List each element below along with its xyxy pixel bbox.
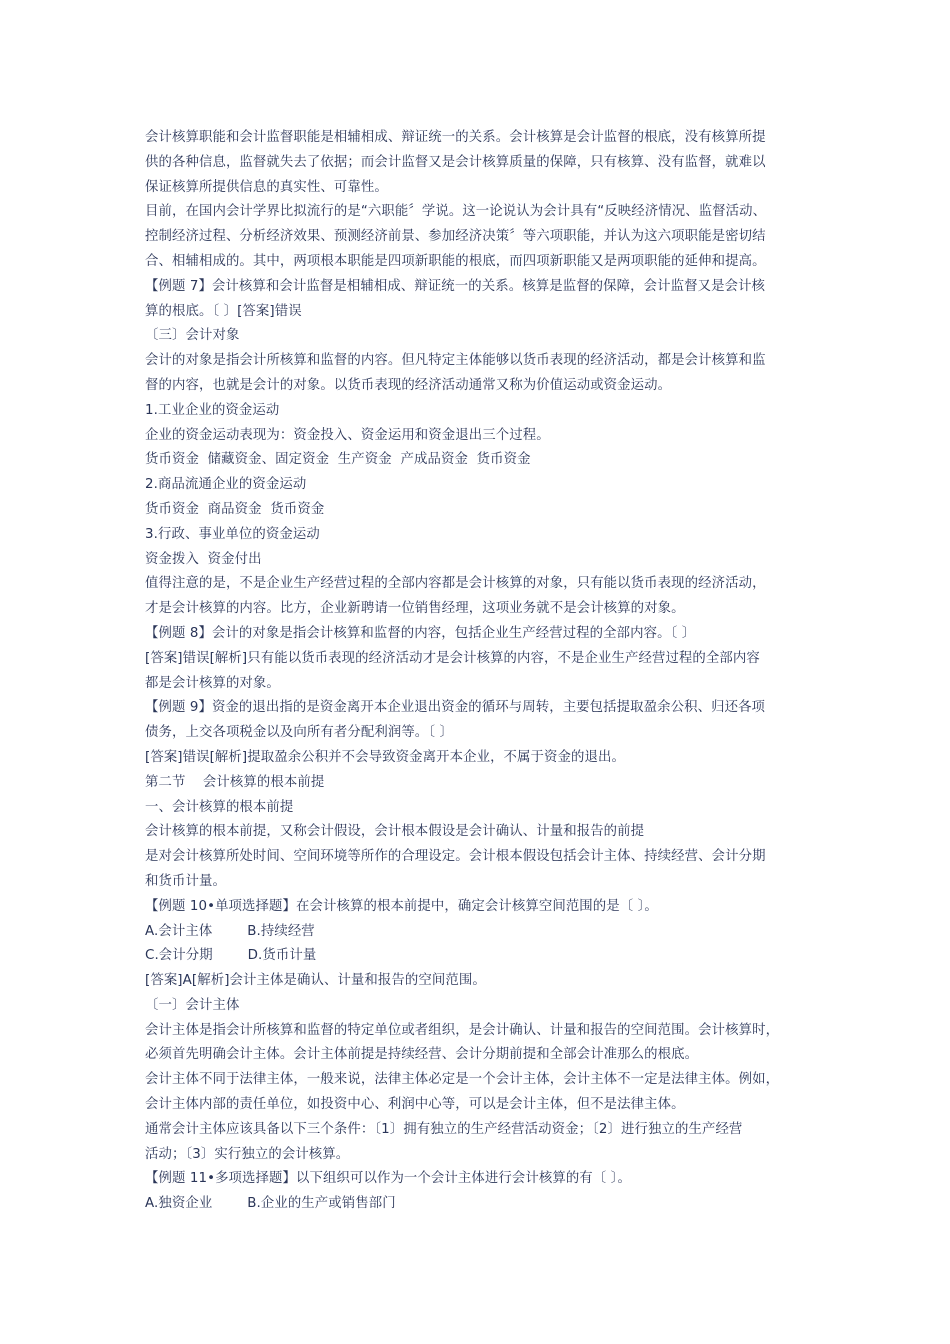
text-line: 3.行政、事业单位的资金运动 bbox=[145, 526, 320, 542]
text-line: A.独资企业 B.企业的生产或销售部门 bbox=[145, 1196, 396, 1212]
text-line: 2.商品流通企业的资金运动 bbox=[145, 477, 307, 493]
text-line: 资金拨入 资金付出 bbox=[145, 551, 262, 567]
text-line: 控制经济过程、分析经济效果、预测经济前景、参加经济决策〞等六项职能，并认为这六项职能是密切结 bbox=[145, 229, 766, 245]
text-line: 【例题 10•单项选择题】在会计核算的根本前提中，确定会计核算空间范围的是〔 〕。 bbox=[145, 898, 658, 914]
text-line: 【例题 7】会计核算和会计监督是相辅相成、辩证统一的关系。核算是监督的保障，会计监督又是会计核 bbox=[145, 278, 766, 294]
text-line: 会计主体是指会计所核算和监督的特定单位或者组织，是会计确认、计量和报告的空间范围。会计核算时， bbox=[145, 1022, 780, 1038]
text-line: 合、相辅相成的。其中，两项根本职能是四项新职能的根底，而四项新职能又是两项职能的延伸和提高。 bbox=[145, 253, 766, 269]
text-line: 都是会计核算的对象。 bbox=[145, 675, 280, 691]
text-line: 【例题 9】资金的退出指的是资金离开本企业退出资金的循环与周转，主要包括提取盈余公积、归还各项 bbox=[145, 700, 766, 716]
text-line: 会计的对象是指会计所核算和监督的内容。但凡特定主体能够以货币表现的经济活动，都是会计核算和监 bbox=[145, 353, 766, 369]
text-line: 目前，在国内会计学界比拟流行的是“六职能〞学说。这一论说认为会计具有“反映经济情况、监督活动、 bbox=[145, 204, 767, 220]
text-line: 和货币计量。 bbox=[145, 873, 226, 889]
text-line: 〔三〕会计对象 bbox=[145, 328, 240, 344]
text-line: 货币资金 储藏资金、固定资金 生产资金 产成品资金 货币资金 bbox=[145, 452, 531, 468]
text-line: C.会计分期 D.货币计量 bbox=[145, 948, 317, 964]
text-line: 债务，上交各项税金以及向所有者分配利润等。〔 〕 bbox=[145, 725, 453, 741]
text-line: 【例题 8】会计的对象是指会计核算和监督的内容，包括企业生产经营过程的全部内容。〔 〕 bbox=[145, 625, 696, 641]
text-line: 1.工业企业的资金运动 bbox=[145, 402, 280, 418]
text-line: 会计主体不同于法律主体，一般来说，法律主体必定是一个会计主体，会计主体不一定是法律主体。例如， bbox=[145, 1072, 780, 1088]
text-line: 才是会计核算的内容。比方，企业新聘请一位销售经理，这项业务就不是会计核算的对象。 bbox=[145, 601, 685, 617]
text-line: [答案]错误[解析]只有能以货币表现的经济活动才是会计核算的内容，不是企业生产经营过程的全部内容 bbox=[145, 650, 760, 666]
text-line: A.会计主体 B.持续经营 bbox=[145, 923, 315, 939]
text-line: 算的根底。〔 〕[答案]错误 bbox=[145, 303, 302, 319]
text-line: 货币资金 商品资金 货币资金 bbox=[145, 501, 325, 517]
text-line: 第二节 会计核算的根本前提 bbox=[145, 774, 325, 790]
document-page bbox=[145, 126, 815, 1217]
text-line: 一、会计核算的根本前提 bbox=[145, 799, 294, 815]
text-line: [答案]错误[解析]提取盈余公积并不会导致资金离开本企业，不属于资金的退出。 bbox=[145, 749, 625, 765]
text-line: 必须首先明确会计主体。会计主体前提是持续经营、会计分期前提和全部会计准那么的根底。 bbox=[145, 1047, 699, 1063]
text-line: 会计核算的根本前提，又称会计假设，会计根本假设是会计确认、计量和报告的前提 bbox=[145, 824, 645, 840]
text-line: 是对会计核算所处时间、空间环境等所作的合理设定。会计根本假设包括会计主体、持续经营、会计分期 bbox=[145, 849, 766, 865]
text-line: 通常会计主体应该具备以下三个条件：〔1〕拥有独立的生产经营活动资金；〔2〕进行独立的生产经营 bbox=[145, 1121, 743, 1137]
text-line: 会计核算职能和会计监督职能是相辅相成、辩证统一的关系。会计核算是会计监督的根底，没有核算所提 bbox=[145, 130, 766, 145]
text-line: 保证核算所提供信息的真实性、可靠性。 bbox=[145, 179, 388, 195]
text-line: [答案]A[解析]会计主体是确认、计量和报告的空间范围。 bbox=[145, 973, 486, 989]
text-line: 督的内容，也就是会计的对象。以货币表现的经济活动通常又称为价值运动或资金运动。 bbox=[145, 377, 672, 393]
text-line: 【例题 11•多项选择题】以下组织可以作为一个会计主体进行会计核算的有〔 〕。 bbox=[145, 1171, 631, 1187]
text-line: 供的各种信息，监督就失去了依据；而会计监督又是会计核算质量的保障，只有核算、没有监督，就难以 bbox=[145, 154, 766, 170]
text-line: 会计主体内部的责任单位，如投资中心、利润中心等，可以是会计主体，但不是法律主体。 bbox=[145, 1097, 685, 1113]
text-line: 企业的资金运动表现为：资金投入、资金运用和资金退出三个过程。 bbox=[145, 427, 550, 443]
text-line: 〔一〕会计主体 bbox=[145, 997, 240, 1013]
text-line: 活动；〔3〕实行独立的会计核算。 bbox=[145, 1146, 350, 1162]
text-line: 值得注意的是，不是企业生产经营过程的全部内容都是会计核算的对象，只有能以货币表现的经济活动， bbox=[145, 576, 766, 592]
